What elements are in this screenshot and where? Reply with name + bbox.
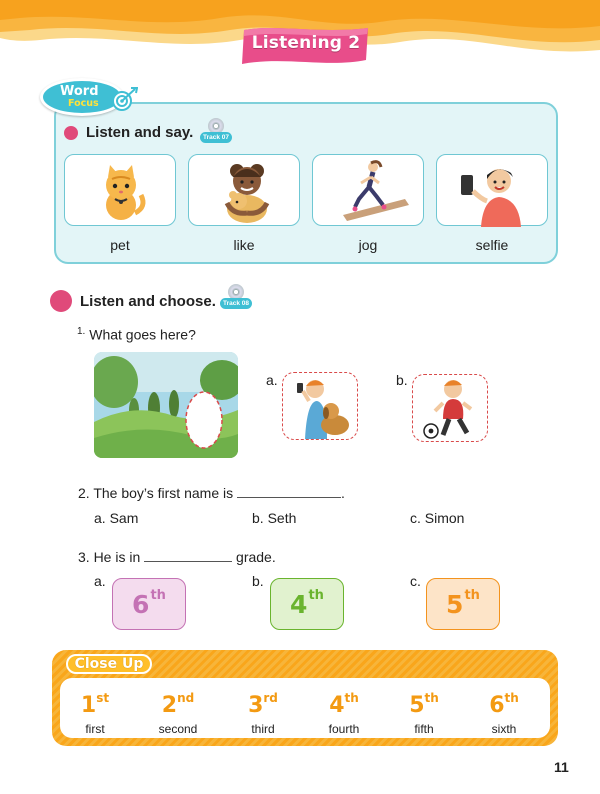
- vocab-card-selfie: [436, 154, 548, 226]
- question-3-answer-blank[interactable]: [144, 548, 232, 562]
- question-2-option-a[interactable]: a. Sam: [94, 510, 139, 526]
- ordinal-number: 6: [132, 589, 150, 619]
- option-a-label: a.: [266, 372, 278, 388]
- jogging-woman-illustration: [313, 155, 425, 227]
- audio-track-07-button[interactable]: Track 07: [200, 118, 236, 144]
- cat-illustration: [65, 155, 177, 227]
- page-number: 11: [554, 759, 569, 775]
- vocab-word-jog: jog: [358, 237, 378, 253]
- vocab-card-jog: [312, 154, 424, 226]
- ordinal-suffix: th: [308, 587, 324, 603]
- question-1: $^{1.}$ What goes here?: [77, 326, 196, 343]
- ordinal-number: 4: [290, 589, 308, 619]
- page-title: Listening 2: [251, 33, 361, 53]
- page-title-banner: [238, 24, 374, 68]
- girl-hugging-bear-illustration: [189, 155, 301, 227]
- audio-track-08-button[interactable]: Track 08: [220, 284, 256, 310]
- close-up-badge: Close Up: [66, 654, 152, 674]
- question-3-option-a-label: a.: [94, 573, 106, 589]
- ordinal-suffix: th: [464, 587, 480, 603]
- question-3: 3. He is in grade.: [78, 549, 276, 565]
- listen-and-say-heading: Listen and say.: [64, 124, 193, 141]
- question-2-option-b[interactable]: b. Seth: [252, 510, 297, 526]
- option-a-image-boy-with-dog[interactable]: [282, 372, 358, 440]
- vocab-card-like: [188, 154, 300, 226]
- target-icon: [110, 86, 138, 114]
- boy-taking-selfie-illustration: [437, 155, 549, 227]
- ordinal-item-fifth: 5th fifth: [409, 691, 439, 736]
- question-2: 2. The boy’s first name is .: [78, 485, 345, 501]
- bullet-icon: [50, 290, 72, 312]
- ordinal-item-second: 2nd second: [158, 691, 198, 736]
- vocab-word-selfie: selfie: [475, 237, 509, 253]
- question-3-option-a-box[interactable]: [112, 578, 186, 630]
- ordinal-item-first: 1st first: [80, 691, 110, 736]
- park-scene-image: [94, 352, 238, 458]
- vocab-word-pet: pet: [110, 237, 130, 253]
- ordinal-item-sixth: 6th sixth: [489, 691, 519, 736]
- bullet-icon: [64, 126, 78, 140]
- option-b-label: b.: [396, 372, 408, 388]
- question-2-answer-blank[interactable]: [237, 484, 341, 498]
- question-3-option-c-box[interactable]: [426, 578, 500, 630]
- question-2-option-c[interactable]: c. Simon: [410, 510, 465, 526]
- question-3-option-b-label: b.: [252, 573, 264, 589]
- ordinal-suffix: th: [150, 587, 166, 603]
- option-b-image-boy-playing-soccer[interactable]: [412, 374, 488, 442]
- vocab-card-pet: [64, 154, 176, 226]
- question-3-option-c-label: c.: [410, 573, 421, 589]
- word-focus-sublabel: Focus: [68, 98, 99, 109]
- ordinal-item-fourth: 4th fourth: [328, 691, 360, 736]
- vocab-word-like: like: [233, 237, 255, 253]
- word-focus-label: Word: [60, 84, 99, 99]
- word-focus-badge: [40, 78, 140, 122]
- ordinal-number: 5: [446, 589, 464, 619]
- question-3-option-b-box[interactable]: [270, 578, 344, 630]
- listen-and-choose-heading: Listen and choose.: [50, 290, 216, 312]
- ordinal-item-third: 3rd third: [248, 691, 278, 736]
